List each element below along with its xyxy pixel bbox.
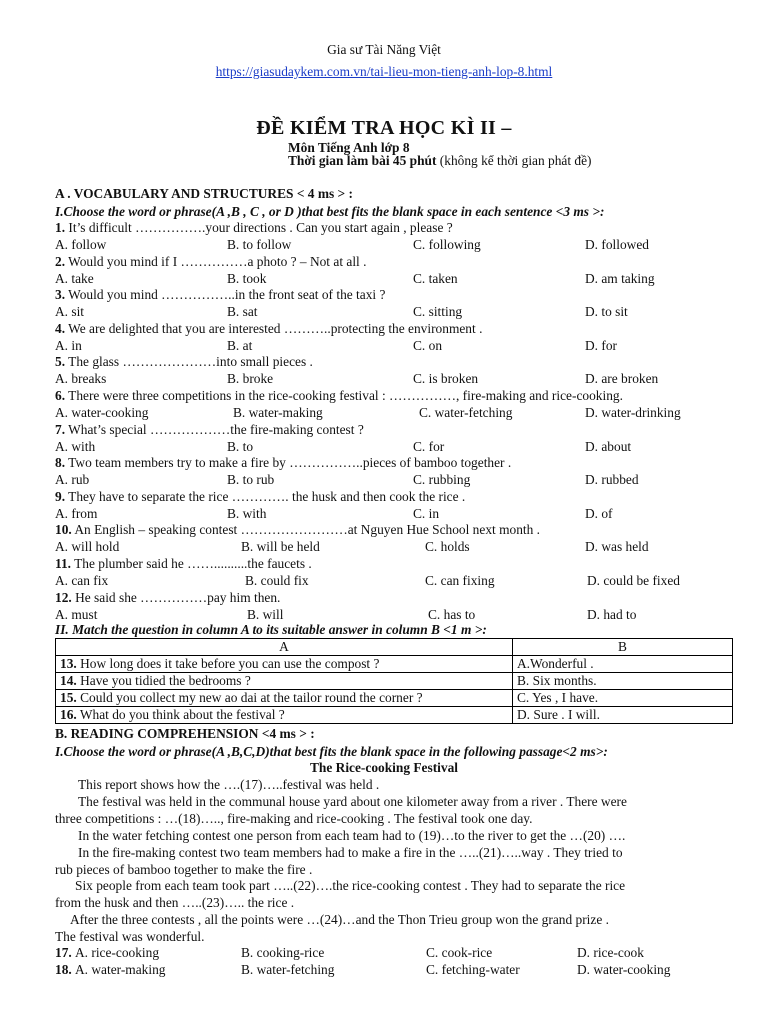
answer-option: D. of — [585, 505, 613, 521]
question-number: 10. — [55, 522, 72, 538]
answer-option: A. breaks — [55, 371, 107, 387]
question-text: What’s special ………………the fire-making contest ? — [65, 421, 364, 437]
answer-option: C. on — [413, 337, 443, 353]
question-line — [55, 522, 540, 538]
answer-option: C. sitting — [413, 304, 463, 320]
column-a-cell — [56, 656, 513, 673]
answer-option: B. to — [227, 438, 254, 454]
column-b-cell: C. Yes , I have. — [513, 690, 733, 707]
answer-option: D. followed — [585, 237, 649, 252]
answer-option: D. about — [585, 438, 632, 454]
answer-option: A. take — [55, 270, 94, 286]
answer-option: C. is broken — [413, 371, 479, 387]
question-text: Two team members try to make a fire by ……………..pieces of bamboo together . — [65, 455, 512, 471]
answer-option: A. in — [55, 337, 82, 353]
answer-option: C. following — [413, 237, 481, 252]
question-number: 13. — [60, 656, 77, 671]
passage-title: The Rice-cooking Festival — [309, 760, 459, 775]
question-number: 15. — [60, 690, 77, 705]
matching-table — [55, 638, 733, 724]
passage-line: Six people from each team took part …..(22)….the rice-cooking contest . They had to separate the rice — [75, 878, 626, 894]
answer-option: C. taken — [413, 270, 458, 286]
question-number: 6. — [55, 388, 66, 403]
question-text: What do you think about the festival ? — [76, 707, 285, 722]
answer-option: B. took — [227, 270, 267, 286]
answer-option: B. water-making — [233, 405, 323, 420]
organization-name: Gia sư Tài Năng Việt — [327, 42, 441, 57]
passage-line: The festival was wonderful. — [55, 929, 205, 945]
question-line — [55, 489, 465, 505]
question-text: Have you tidied the bedrooms ? — [76, 673, 251, 688]
section-b-part1-instruction: I.Choose the word or phrase(A ,B,C,D)that best fits the blank space in the following passage<2 ms>: — [55, 744, 608, 759]
source-link[interactable]: https://giasudaykem.com.vn/tai-lieu-mon-tieng-anh-lop-8.html — [215, 64, 553, 79]
question-line — [55, 590, 280, 606]
answer-option: D. had to — [587, 606, 637, 622]
table-row — [56, 690, 733, 707]
question-number: 4. — [55, 320, 66, 336]
answer-option: A. water-cooking — [55, 405, 149, 420]
answer-option: D. water-cooking — [577, 962, 671, 977]
question-number: 17. — [55, 945, 72, 960]
question-number: 7. — [55, 421, 66, 437]
column-b-header: B — [513, 639, 733, 656]
question-text: They have to separate the rice …………. the husk and then cook the rice . — [65, 488, 466, 504]
answer-option: A. sit — [55, 304, 85, 320]
answer-option: B. broke — [227, 371, 274, 387]
answer-option: B. to rub — [227, 472, 275, 488]
answer-option: A. can fix — [55, 573, 109, 588]
answer-option: A. rice-cooking — [75, 945, 160, 960]
section-b-heading: B. READING COMPREHENSION <4 ms > : — [55, 726, 315, 741]
answer-option: A. follow — [55, 237, 107, 252]
column-b-cell: B. Six months. — [513, 673, 733, 690]
question-line — [55, 254, 366, 270]
question-number: 9. — [55, 488, 66, 504]
answer-option: B. to follow — [227, 237, 292, 252]
answer-option: D. rubbed — [585, 472, 639, 488]
table-row — [56, 707, 733, 724]
column-a-cell — [56, 673, 513, 690]
question-line — [55, 556, 312, 572]
answer-option: B. cooking-rice — [241, 945, 325, 960]
answer-option: D. are broken — [585, 371, 659, 387]
answer-option: D. rice-cook — [577, 945, 644, 960]
question-text: The plumber said he ……..........the faucets . — [71, 556, 312, 571]
question-line — [55, 422, 364, 438]
answer-option: C. cook-rice — [426, 945, 493, 960]
answer-option: B. will be held — [241, 539, 320, 555]
question-line — [55, 321, 482, 337]
question-text: Could you collect my new ao dai at the tailor round the corner ? — [76, 690, 423, 705]
answer-option: A. will hold — [55, 539, 120, 555]
passage-line: After the three contests , all the points were …(24)…and the Thon Trieu group won the grand prize . — [70, 912, 609, 928]
exam-duration — [288, 153, 592, 169]
answer-option: B. sat — [227, 304, 258, 320]
question-text: There were three competitions in the rice-cooking festival : ……………, fire-making and rice-cooking. — [65, 388, 623, 403]
answer-option: C. has to — [428, 606, 476, 622]
answer-option: C. water-fetching — [419, 405, 513, 420]
passage-line: In the fire-making contest two team members had to make a fire in the …..(21)…..way . They tried to — [78, 844, 623, 860]
passage-line: This report shows how the ….(17)…..festival was held . — [78, 777, 380, 792]
question-text: An English – speaking contest ……………………at Nguyen Hue School next month . — [71, 522, 541, 538]
answer-option: C. rubbing — [413, 472, 471, 488]
answer-option: B. will — [247, 606, 284, 622]
column-a-cell — [56, 707, 513, 724]
column-a-cell — [56, 690, 513, 707]
question-text: Would you mind if I ……………a photo ? – Not at all . — [65, 253, 367, 269]
question-text: Would you mind ……………..in the front seat of the taxi ? — [65, 287, 386, 303]
table-row — [56, 673, 733, 690]
answer-option: B. with — [227, 505, 267, 521]
question-line — [55, 455, 511, 471]
answer-option: A. must — [55, 606, 98, 622]
answer-option: B. could fix — [245, 573, 309, 588]
question-text: It’s difficult …………….your directions . Can you start again , please ? — [65, 220, 453, 235]
answer-option: D. water-drinking — [585, 405, 681, 420]
answer-option: C. for — [413, 438, 445, 454]
answer-option: D. for — [585, 337, 617, 353]
question-line — [55, 354, 313, 370]
passage-line: The festival was held in the communal house yard about one kilometer away from a river . There were — [78, 793, 627, 809]
answer-option: C. holds — [425, 539, 470, 555]
column-a-header: A — [56, 639, 513, 656]
question-number: 16. — [60, 707, 77, 722]
passage-line: In the water fetching contest one person from each team had to (19)…to the river to get the …(20) …. — [78, 827, 626, 843]
answer-option: A. water-making — [75, 962, 166, 977]
column-b-cell: D. Sure . I will. — [513, 707, 733, 724]
answer-option: C. in — [413, 505, 440, 521]
passage-line: three competitions : …(18)….., fire-making and rice-cooking . The festival took one day. — [55, 810, 533, 826]
answer-option: D. to sit — [585, 304, 628, 320]
question-text: He said she ……………pay him then. — [71, 589, 281, 605]
column-b-cell: A.Wonderful . — [513, 656, 733, 673]
passage-line: from the husk and then …..(23)….. the rice . — [55, 895, 295, 911]
question-number: 14. — [60, 673, 77, 688]
exam-subject: Môn Tiếng Anh lớp 8 — [288, 140, 410, 155]
duration-note: (không kể thời gian phát đề) — [436, 153, 592, 168]
section-a-part2-instruction: II. Match the question in column A to its suitable answer in column B <1 m >: — [55, 622, 487, 637]
answer-option: D. was held — [585, 539, 649, 555]
answer-option: C. can fixing — [425, 573, 495, 588]
question-number: 12. — [55, 589, 72, 605]
section-a-heading: A . VOCABULARY AND STRUCTURES < 4 ms > : — [55, 186, 353, 201]
duration-bold: Thời gian làm bài 45 phút — [288, 153, 437, 168]
question-text: We are delighted that you are interested ………..protecting the environment . — [65, 320, 483, 336]
answer-option: C. fetching-water — [426, 962, 520, 977]
passage-line: rub pieces of bamboo together to make the fire . — [55, 861, 313, 877]
exam-title: ĐỀ KIỂM TRA HỌC KÌ II – — [256, 117, 512, 139]
answer-option: B. at — [227, 337, 253, 353]
question-text: How long does it take before you can use the compost ? — [76, 656, 380, 671]
section-a-part1-instruction: I.Choose the word or phrase(A ,B , C , or D )that best fits the blank space in each sentence <3 ms >: — [55, 204, 605, 219]
matching-rows — [56, 656, 733, 724]
question-line — [55, 287, 385, 303]
answer-option: A. from — [55, 505, 98, 521]
answer-option: A. with — [55, 438, 96, 454]
question-number: 1. — [55, 220, 66, 235]
question-number: 3. — [55, 287, 66, 303]
answer-option: A. rub — [55, 472, 90, 488]
question-number: 5. — [55, 354, 66, 370]
table-row — [56, 656, 733, 673]
question-number: 8. — [55, 455, 66, 471]
question-text: The glass …………………into small pieces . — [65, 354, 313, 370]
answer-option: B. water-fetching — [241, 962, 335, 977]
answer-option: D. am taking — [585, 270, 655, 286]
question-line — [55, 388, 623, 404]
question-line — [55, 220, 453, 236]
answer-option: D. could be fixed — [587, 573, 680, 588]
question-number: 11. — [55, 556, 71, 571]
question-number: 2. — [55, 253, 66, 269]
question-number: 18. — [55, 962, 72, 977]
